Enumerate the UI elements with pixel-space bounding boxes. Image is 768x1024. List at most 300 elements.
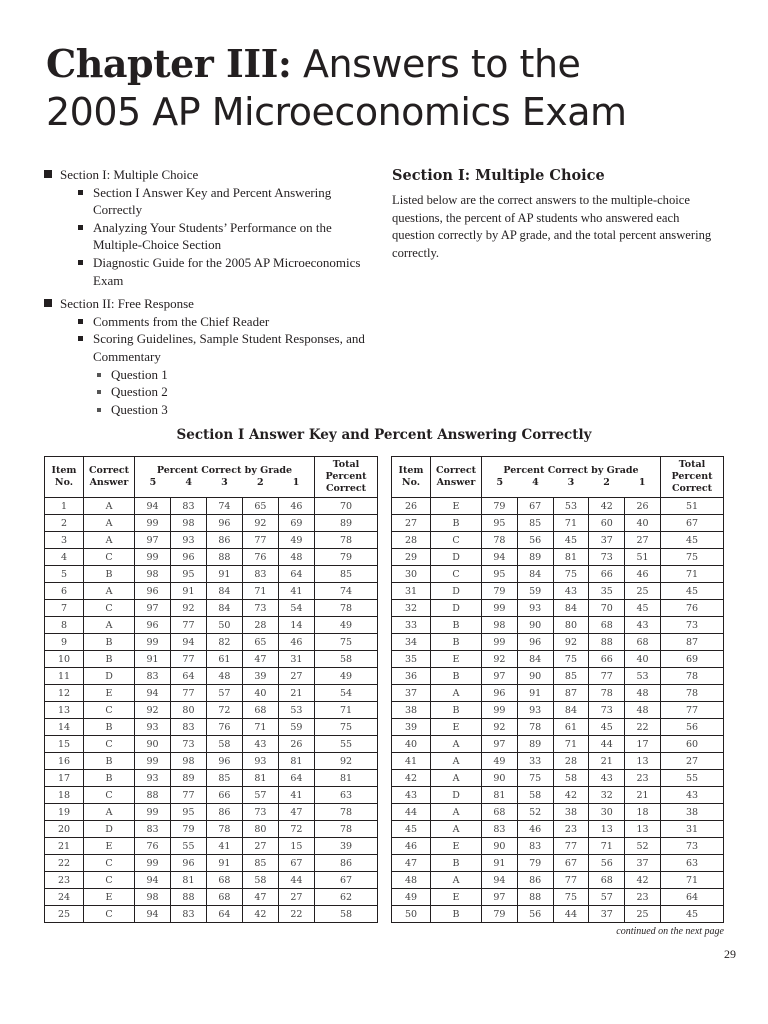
toc-label: Section II: Free Response: [60, 296, 194, 312]
item-number: 8: [45, 617, 84, 634]
table-row: [392, 617, 724, 634]
grade-percent: 94: [135, 872, 171, 889]
table-row: [45, 532, 378, 549]
total-percent: 78: [661, 668, 724, 685]
total-percent: 38: [661, 804, 724, 821]
correct-answer: B: [84, 651, 135, 668]
table-row: [45, 838, 378, 855]
correct-answer: C: [84, 600, 135, 617]
grade-percent: 86: [206, 532, 242, 549]
grade-percent: 75: [553, 889, 589, 906]
grade-percent: 95: [170, 566, 206, 583]
grade-percent: 83: [170, 719, 206, 736]
correct-answer: C: [84, 702, 135, 719]
grade-percent: 96: [135, 583, 171, 600]
toc-subitem[interactable]: [93, 366, 374, 384]
grade-percent: 68: [589, 872, 625, 889]
item-number: 5: [45, 566, 84, 583]
item-number: 17: [45, 770, 84, 787]
grade-percent: 91: [206, 566, 242, 583]
grade-percent: 95: [170, 804, 206, 821]
grade-percent: 46: [517, 821, 553, 838]
square-bullet-icon: [78, 260, 83, 265]
total-percent: 78: [315, 532, 378, 549]
toc-label: Diagnostic Guide for the 2005 AP Microeconomics Exam: [93, 254, 361, 288]
item-number: 33: [392, 617, 431, 634]
toc-label: Comments from the Chief Reader: [93, 313, 270, 329]
grade-percent: 77: [170, 651, 206, 668]
grade-percent: 99: [135, 549, 171, 566]
grade-percent: 77: [170, 617, 206, 634]
toc-item[interactable]: [60, 219, 374, 254]
grade-percent: 96: [206, 753, 242, 770]
correct-answer: D: [431, 583, 482, 600]
header-item-no: Item No.: [45, 457, 84, 498]
section-heading: Section I: Multiple Choice: [392, 167, 605, 184]
header-total-percent: Total Percent Correct: [315, 457, 378, 498]
grade-percent: 27: [625, 532, 661, 549]
grade-percent: 93: [170, 532, 206, 549]
grade-percent: 99: [135, 753, 171, 770]
correct-answer: A: [431, 685, 482, 702]
page-number: 29: [724, 947, 736, 961]
item-number: 22: [45, 855, 84, 872]
total-percent: 73: [661, 838, 724, 855]
grade-percent: 78: [482, 532, 518, 549]
grade-percent: 73: [242, 804, 278, 821]
total-percent: 58: [315, 651, 378, 668]
item-number: 40: [392, 736, 431, 753]
total-percent: 39: [315, 838, 378, 855]
item-number: 48: [392, 872, 431, 889]
grade-percent: 73: [242, 600, 278, 617]
grade-percent: 80: [242, 821, 278, 838]
total-percent: 63: [315, 787, 378, 804]
item-number: 47: [392, 855, 431, 872]
table-row: [45, 583, 378, 600]
header-item-no: Item No.: [392, 457, 431, 498]
square-bullet-icon: [78, 319, 83, 324]
header-correct-answer: Correct Answer: [431, 457, 482, 498]
grade-percent: 97: [482, 889, 518, 906]
square-bullet-icon: [78, 225, 83, 230]
total-percent: 71: [315, 702, 378, 719]
total-percent: 77: [661, 702, 724, 719]
item-number: 2: [45, 515, 84, 532]
grade-percent: 79: [482, 583, 518, 600]
toc-subitem[interactable]: [93, 383, 374, 401]
grade-percent: 83: [482, 821, 518, 838]
grade-percent: 21: [589, 753, 625, 770]
chapter-title: [46, 40, 627, 136]
grade-percent: 99: [482, 634, 518, 651]
correct-answer: C: [84, 872, 135, 889]
item-number: 7: [45, 600, 84, 617]
item-number: 19: [45, 804, 84, 821]
item-number: 23: [45, 872, 84, 889]
grade-percent: 59: [278, 719, 314, 736]
table-row: [392, 668, 724, 685]
table-body-left: [45, 498, 378, 923]
table-row: [392, 855, 724, 872]
grade-percent: 21: [278, 685, 314, 702]
correct-answer: C: [84, 736, 135, 753]
grade-percent: 64: [278, 770, 314, 787]
header-grade-group: [482, 457, 661, 498]
grade-percent: 40: [625, 515, 661, 532]
item-number: 41: [392, 753, 431, 770]
item-number: 42: [392, 770, 431, 787]
grade-percent: 83: [135, 668, 171, 685]
grade-percent: 94: [135, 906, 171, 923]
grade-percent: 46: [625, 566, 661, 583]
correct-answer: B: [431, 668, 482, 685]
grade-percent: 68: [206, 872, 242, 889]
grade-percent: 90: [482, 838, 518, 855]
grade-percent: 98: [482, 617, 518, 634]
table-row: [45, 736, 378, 753]
table-row: [45, 770, 378, 787]
correct-answer: A: [431, 736, 482, 753]
grade-percent: 26: [278, 736, 314, 753]
grade-percent: 99: [482, 702, 518, 719]
grade-percent: 81: [278, 753, 314, 770]
grade-percent: 83: [170, 906, 206, 923]
grade-percent: 58: [517, 787, 553, 804]
correct-answer: C: [84, 855, 135, 872]
grade-percent: 25: [625, 906, 661, 923]
grade-label: 2: [603, 477, 610, 488]
square-bullet-icon: [44, 170, 52, 178]
grade-label: 1: [292, 477, 300, 488]
grade-percent: 26: [625, 498, 661, 515]
correct-answer: A: [431, 753, 482, 770]
toc-item[interactable]: [60, 184, 374, 219]
grade-percent: 40: [242, 685, 278, 702]
grade-label: 5: [149, 477, 157, 488]
total-percent: 51: [661, 498, 724, 515]
table-row: [45, 634, 378, 651]
grade-percent: 70: [589, 600, 625, 617]
correct-answer: D: [84, 668, 135, 685]
grade-percent: 68: [589, 617, 625, 634]
grade-percent: 79: [170, 821, 206, 838]
grade-percent: 77: [170, 787, 206, 804]
grade-percent: 48: [278, 549, 314, 566]
grade-percent: 80: [170, 702, 206, 719]
grade-percent: 27: [278, 889, 314, 906]
table-row: [45, 651, 378, 668]
total-percent: 70: [315, 498, 378, 515]
grade-percent: 99: [135, 804, 171, 821]
grade-percent: 38: [553, 804, 589, 821]
grade-percent: 76: [135, 838, 171, 855]
grade-percent: 89: [517, 549, 553, 566]
toc-section-1[interactable]: [44, 166, 374, 289]
grade-percent: 64: [170, 668, 206, 685]
toc-label: Analyzing Your Students’ Performance on the Multiple-Choice Section: [93, 219, 332, 253]
grade-percent: 21: [625, 787, 661, 804]
grade-label: 4: [532, 477, 539, 488]
grade-percent: 55: [170, 838, 206, 855]
grade-percent: 67: [278, 855, 314, 872]
table-row: [45, 753, 378, 770]
grade-percent: 56: [517, 906, 553, 923]
grade-percent: 88: [135, 787, 171, 804]
correct-answer: E: [431, 719, 482, 736]
grade-percent: 91: [135, 651, 171, 668]
grade-percent: 83: [135, 821, 171, 838]
grade-percent: 79: [482, 498, 518, 515]
grade-percent: 27: [278, 668, 314, 685]
grade-percent: 58: [553, 770, 589, 787]
correct-answer: A: [84, 515, 135, 532]
total-percent: 62: [315, 889, 378, 906]
grade-percent: 77: [553, 838, 589, 855]
table-row: [392, 770, 724, 787]
grade-label: 1: [638, 477, 646, 488]
grade-percent: 52: [517, 804, 553, 821]
toc-label: Section I Answer Key and Percent Answering Correctly: [93, 184, 332, 218]
grade-percent: 76: [206, 719, 242, 736]
toc-subitem[interactable]: [93, 401, 374, 419]
grade-percent: 83: [517, 838, 553, 855]
item-number: 35: [392, 651, 431, 668]
grade-percent: 66: [589, 651, 625, 668]
correct-answer: A: [84, 617, 135, 634]
grade-percent: 89: [517, 736, 553, 753]
grade-percent: 14: [278, 617, 314, 634]
toc-item[interactable]: [60, 313, 374, 331]
table-row: [45, 498, 378, 515]
grade-percent: 96: [482, 685, 518, 702]
total-percent: 64: [661, 889, 724, 906]
grade-percent: 85: [206, 770, 242, 787]
grade-percent: 43: [242, 736, 278, 753]
grade-percent: 76: [242, 549, 278, 566]
grade-percent: 78: [589, 685, 625, 702]
table-row: [45, 906, 378, 923]
grade-percent: 84: [553, 702, 589, 719]
grade-percent: 42: [589, 498, 625, 515]
grade-percent: 43: [625, 617, 661, 634]
grade-group-label: Percent Correct by Grade: [156, 465, 293, 476]
toc-item[interactable]: [60, 330, 374, 418]
item-number: 29: [392, 549, 431, 566]
grade-label: 5: [496, 477, 504, 488]
total-percent: 55: [315, 736, 378, 753]
grade-percent: 45: [589, 719, 625, 736]
item-number: 10: [45, 651, 84, 668]
correct-answer: D: [431, 787, 482, 804]
correct-answer: A: [84, 804, 135, 821]
table-row: [392, 685, 724, 702]
correct-answer: E: [431, 651, 482, 668]
correct-answer: A: [84, 583, 135, 600]
table-row: [45, 549, 378, 566]
grade-percent: 42: [242, 906, 278, 923]
item-number: 36: [392, 668, 431, 685]
table-row: [392, 549, 724, 566]
correct-answer: E: [431, 889, 482, 906]
toc-section-2[interactable]: [44, 295, 374, 418]
grade-percent: 61: [206, 651, 242, 668]
grade-percent: 77: [589, 668, 625, 685]
grade-percent: 77: [242, 532, 278, 549]
section-intro: Listed below are the correct answers to the multiple-choice questions, the percent of AP students who answered each question correctly by AP grade, and the total percent answering correctly.: [392, 193, 712, 260]
grade-percent: 99: [135, 515, 171, 532]
correct-answer: B: [431, 515, 482, 532]
item-number: 32: [392, 600, 431, 617]
table-row: [392, 634, 724, 651]
grade-percent: 54: [278, 600, 314, 617]
total-percent: 63: [661, 855, 724, 872]
grade-percent: 73: [589, 702, 625, 719]
total-percent: 92: [315, 753, 378, 770]
answer-key-table-left: [44, 456, 378, 923]
item-number: 14: [45, 719, 84, 736]
grade-percent: 79: [482, 906, 518, 923]
grade-percent: 68: [625, 634, 661, 651]
toc-item[interactable]: [60, 254, 374, 289]
table-row: [45, 889, 378, 906]
item-number: 31: [392, 583, 431, 600]
total-percent: 89: [315, 515, 378, 532]
correct-answer: A: [84, 498, 135, 515]
table-row: [392, 583, 724, 600]
correct-answer: B: [431, 702, 482, 719]
total-percent: 78: [315, 821, 378, 838]
grade-percent: 31: [278, 651, 314, 668]
total-percent: 74: [315, 583, 378, 600]
table-row: [45, 804, 378, 821]
correct-answer: C: [431, 566, 482, 583]
correct-answer: D: [431, 549, 482, 566]
item-number: 44: [392, 804, 431, 821]
grade-percent: 88: [589, 634, 625, 651]
total-percent: 71: [661, 872, 724, 889]
grade-percent: 41: [278, 583, 314, 600]
grade-percent: 32: [589, 787, 625, 804]
square-bullet-icon: [78, 190, 83, 195]
table-row: [392, 838, 724, 855]
item-number: 4: [45, 549, 84, 566]
correct-answer: C: [84, 906, 135, 923]
grade-percent: 65: [242, 498, 278, 515]
grade-percent: 39: [242, 668, 278, 685]
grade-percent: 47: [278, 804, 314, 821]
grade-percent: 73: [589, 549, 625, 566]
grade-percent: 46: [278, 498, 314, 515]
grade-percent: 13: [625, 753, 661, 770]
grade-percent: 50: [206, 617, 242, 634]
grade-percent: 28: [242, 617, 278, 634]
grade-percent: 37: [589, 532, 625, 549]
correct-answer: D: [431, 600, 482, 617]
grade-percent: 51: [625, 549, 661, 566]
grade-percent: 90: [517, 617, 553, 634]
grade-percent: 89: [170, 770, 206, 787]
grade-percent: 68: [242, 702, 278, 719]
grade-percent: 60: [589, 515, 625, 532]
grade-percent: 52: [625, 838, 661, 855]
grade-percent: 27: [242, 838, 278, 855]
grade-percent: 23: [625, 770, 661, 787]
grade-percent: 91: [206, 855, 242, 872]
grade-percent: 71: [242, 719, 278, 736]
grade-percent: 84: [517, 566, 553, 583]
table-row: [45, 787, 378, 804]
grade-percent: 84: [206, 600, 242, 617]
total-percent: 31: [661, 821, 724, 838]
grade-percent: 84: [206, 583, 242, 600]
square-bullet-icon: [97, 390, 101, 394]
total-percent: 67: [315, 872, 378, 889]
total-percent: 45: [661, 906, 724, 923]
grade-percent: 18: [625, 804, 661, 821]
table-title: Section I Answer Key and Percent Answering Correctly: [176, 427, 592, 443]
total-percent: 76: [661, 600, 724, 617]
grade-percent: 47: [242, 651, 278, 668]
item-number: 50: [392, 906, 431, 923]
item-number: 24: [45, 889, 84, 906]
correct-answer: B: [84, 566, 135, 583]
grade-percent: 48: [625, 702, 661, 719]
toc-label: Question 3: [111, 401, 168, 417]
toc-label: Scoring Guidelines, Sample Student Responses, and Commentary: [93, 331, 365, 364]
grade-percent: 57: [206, 685, 242, 702]
grade-percent: 88: [170, 889, 206, 906]
grade-group-label: Percent Correct by Grade: [503, 465, 639, 476]
grade-percent: 81: [553, 549, 589, 566]
total-percent: 43: [661, 787, 724, 804]
grade-percent: 67: [517, 498, 553, 515]
grade-percent: 90: [517, 668, 553, 685]
item-number: 34: [392, 634, 431, 651]
grade-percent: 45: [625, 600, 661, 617]
table-row: [392, 515, 724, 532]
grade-percent: 91: [482, 855, 518, 872]
total-percent: 27: [661, 753, 724, 770]
grade-percent: 66: [589, 566, 625, 583]
table-row: [392, 566, 724, 583]
grade-percent: 48: [206, 668, 242, 685]
grade-percent: 71: [553, 736, 589, 753]
table-row: [392, 787, 724, 804]
grade-percent: 99: [482, 600, 518, 617]
grade-percent: 83: [242, 566, 278, 583]
square-bullet-icon: [97, 408, 101, 412]
grade-percent: 42: [625, 872, 661, 889]
total-percent: 56: [661, 719, 724, 736]
table-body-right: [392, 498, 724, 923]
total-percent: 75: [315, 719, 378, 736]
grade-percent: 28: [553, 753, 589, 770]
correct-answer: B: [431, 617, 482, 634]
item-number: 12: [45, 685, 84, 702]
grade-percent: 68: [206, 889, 242, 906]
total-percent: 60: [661, 736, 724, 753]
grade-percent: 96: [170, 855, 206, 872]
grade-percent: 75: [517, 770, 553, 787]
grade-percent: 98: [135, 889, 171, 906]
grade-percent: 96: [517, 634, 553, 651]
item-number: 30: [392, 566, 431, 583]
table-row: [45, 872, 378, 889]
grade-percent: 82: [206, 634, 242, 651]
grade-percent: 43: [553, 583, 589, 600]
correct-answer: B: [84, 634, 135, 651]
